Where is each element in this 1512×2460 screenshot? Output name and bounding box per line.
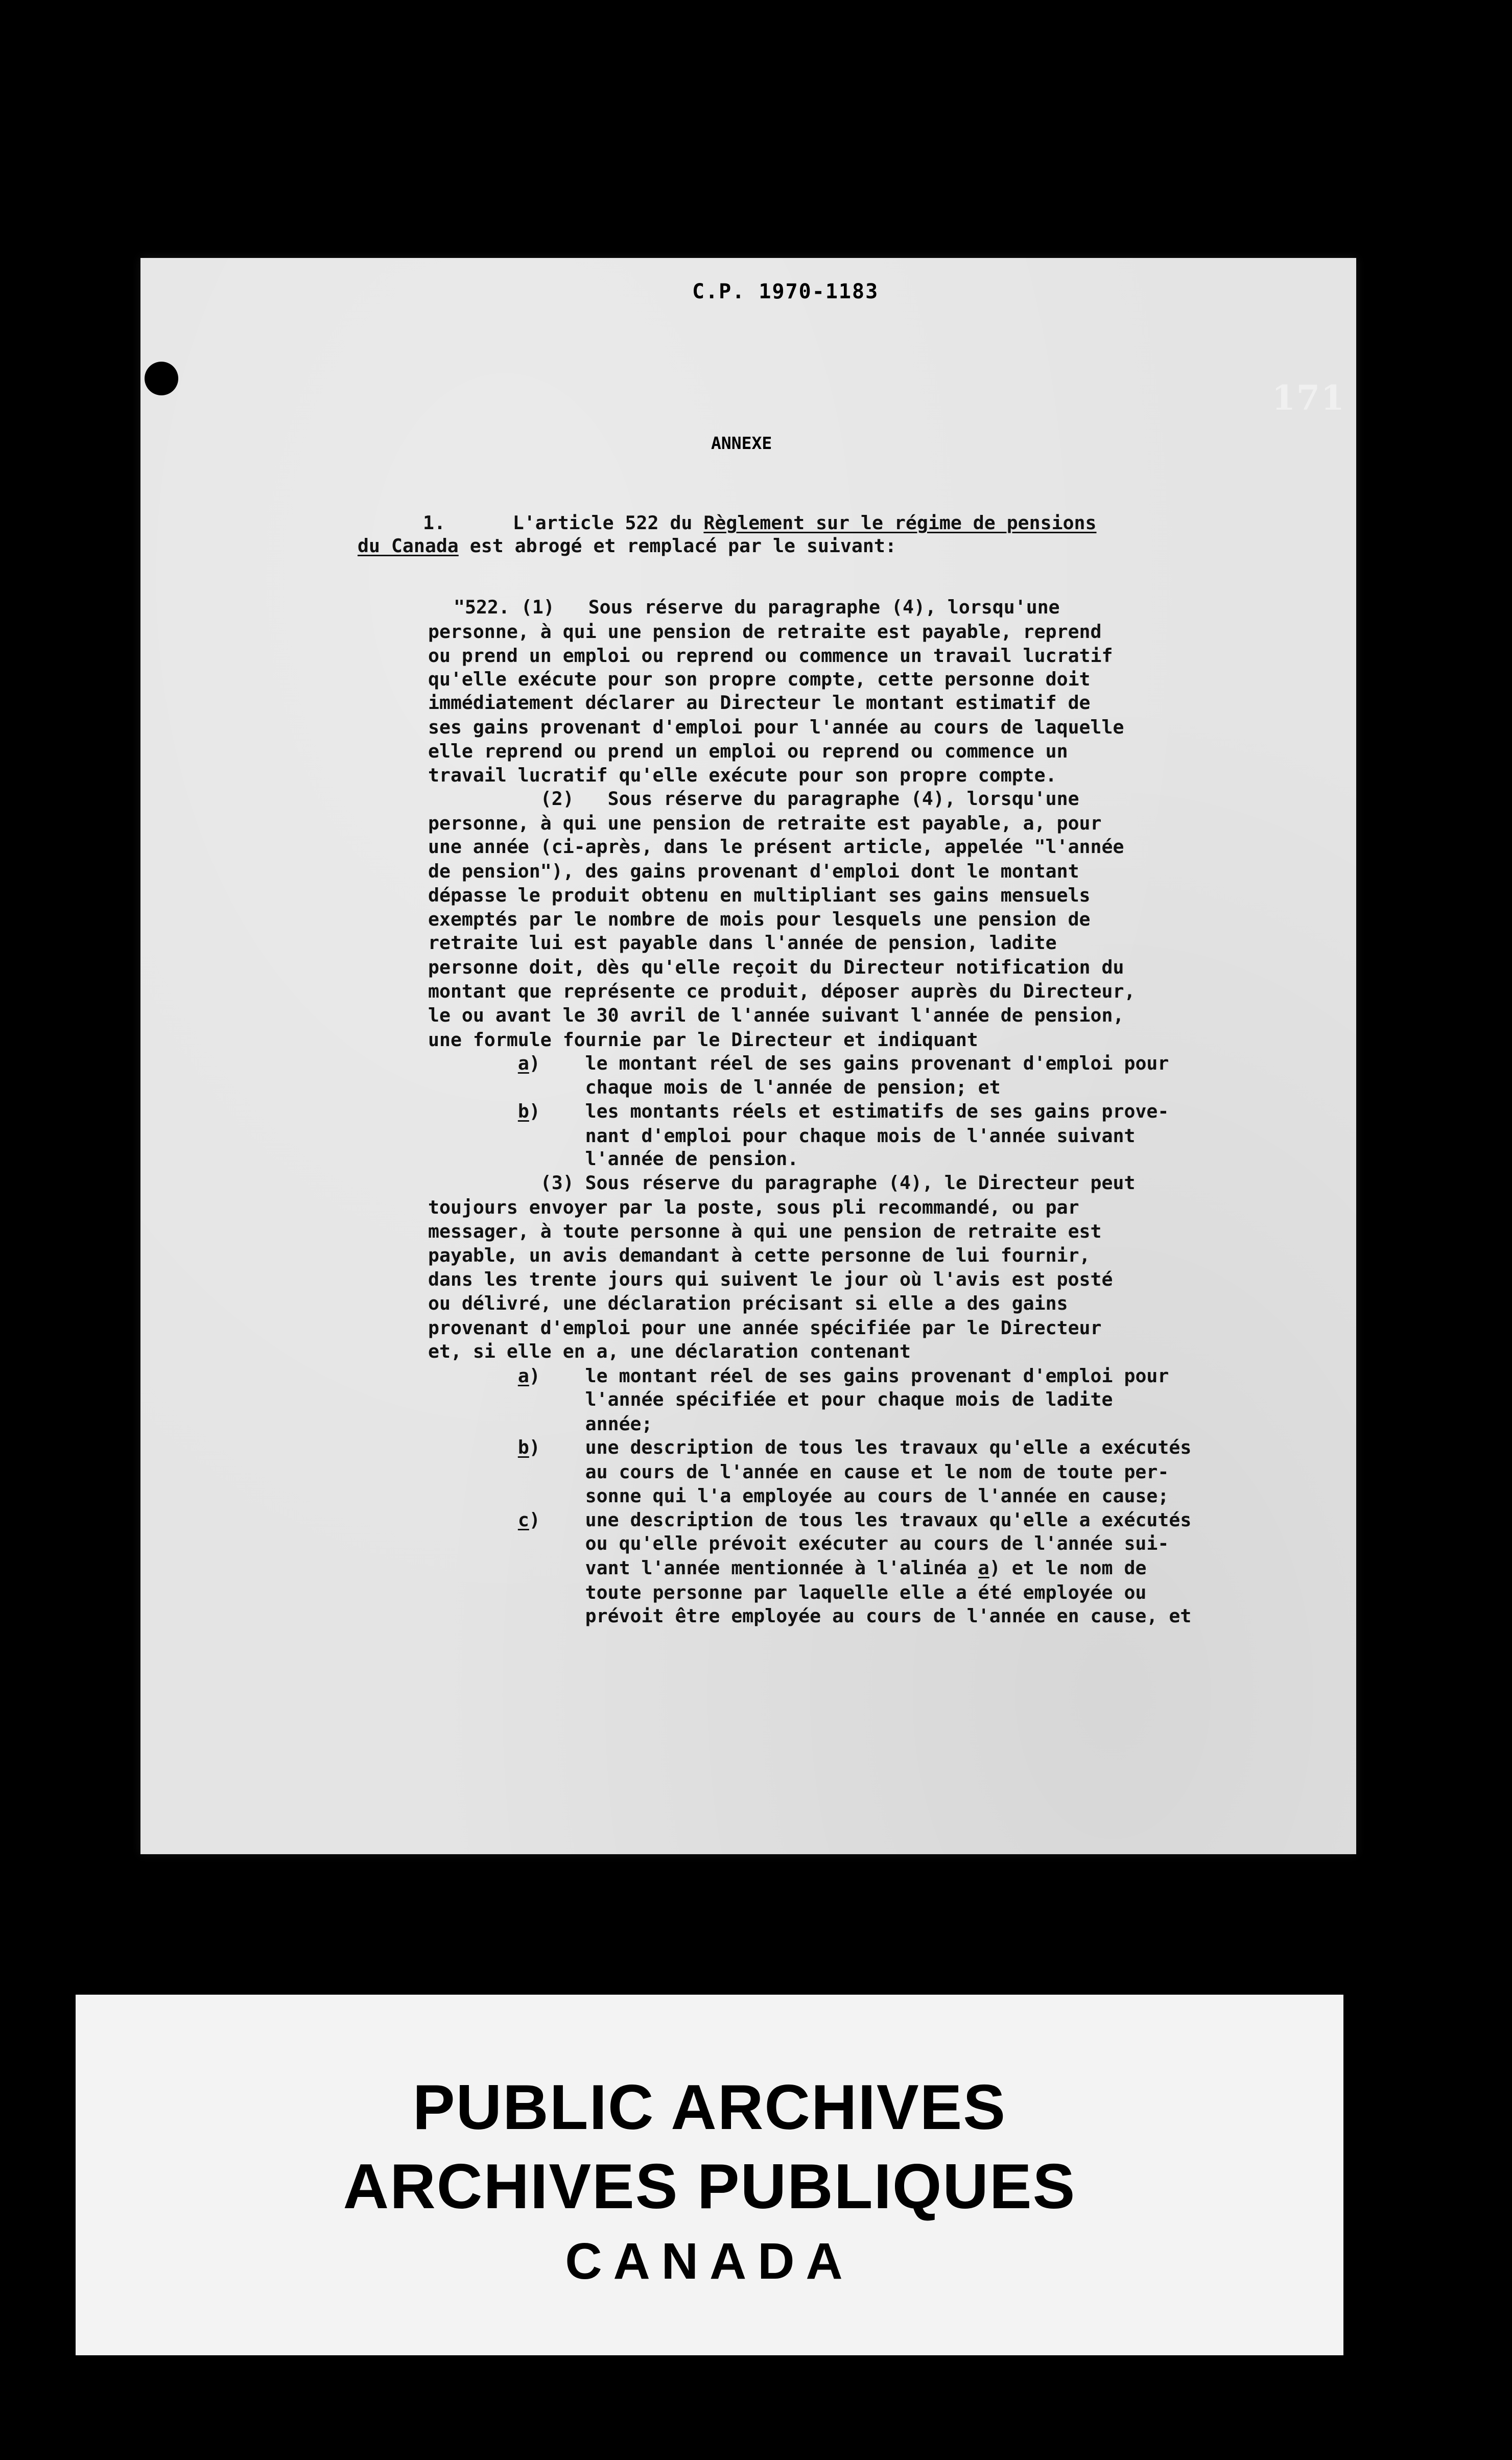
line-text-after: ) une description de tous les travaux qu'elle a exécutés [529, 1436, 1192, 1458]
line-text: ses gains provenant d'emploi pour l'année au cours de laquelle [428, 716, 1124, 738]
document-line [428, 739, 1068, 764]
document-line [428, 1339, 911, 1364]
document-line [428, 1435, 1191, 1460]
line-text: et, si elle en a, une déclaration contenant [428, 1340, 911, 1362]
document-line [428, 955, 1124, 980]
line-text: 1. L'article 522 du [423, 512, 704, 534]
document-line [428, 1051, 1169, 1076]
line-text: toujours envoyer par la poste, sous pli recommandé, ou par [428, 1196, 1079, 1218]
line-text: sonne qui l'a employée au cours de l'année en cause; [428, 1485, 1169, 1507]
line-text-after: ) une description de tous les travaux qu'elle a exécutés [529, 1509, 1192, 1531]
line-text-after: ) et le nom de [989, 1557, 1147, 1579]
document-line [428, 1124, 1135, 1148]
line-text: ou prend un emploi ou reprend ou commence un travail lucratif [428, 645, 1113, 667]
line-text-after: ) le montant réel de ses gains provenant d'emploi pour [529, 1052, 1169, 1074]
document-line [428, 811, 1102, 836]
document-line [428, 1508, 1191, 1532]
document-line [428, 907, 1091, 932]
line-text: ou qu'elle prévoit exécuter au cours de l'année sui- [428, 1532, 1169, 1554]
document-line [428, 1291, 1068, 1316]
underlined-text: b [517, 1436, 529, 1458]
document-line [428, 1387, 1113, 1412]
underlined-text: a [517, 1365, 529, 1387]
document-line [454, 595, 1060, 620]
document-line [428, 931, 1057, 955]
line-text: exemptés par le nombre de mois pour lesquels une pension de [428, 908, 1091, 930]
document-line [428, 1147, 798, 1171]
line-text: l'année spécifiée et pour chaque mois de ladite [428, 1388, 1113, 1410]
document-line [428, 1364, 1169, 1388]
line-text-after: ) le montant réel de ses gains provenant d'emploi pour [529, 1365, 1169, 1387]
line-text: dépasse le produit obtenu en multipliant ses gains mensuels [428, 884, 1091, 906]
line-text: immédiatement déclarer au Directeur le montant estimatif de [428, 692, 1091, 714]
line-text: payable, un avis demandant à cette personne de lui fournir, [428, 1244, 1091, 1266]
underlined-text: du Canada [358, 535, 459, 557]
line-text [428, 1509, 518, 1531]
document-line [428, 835, 1124, 859]
stamp-line-french: ARCHIVES PUBLIQUES [343, 2151, 1076, 2222]
punch-hole [145, 362, 178, 395]
document-line [428, 1484, 1169, 1508]
line-text: (2) Sous réserve du paragraphe (4), lorsqu'une [428, 788, 1079, 810]
line-text: chaque mois de l'année de pension; et [428, 1076, 1001, 1098]
line-text: toute personne par laquelle elle a été employée ou [428, 1581, 1147, 1603]
line-text: l'année de pension. [428, 1148, 799, 1170]
document-line [428, 691, 1091, 715]
document-line [428, 979, 1135, 1004]
document-title: ANNEXE [711, 433, 772, 453]
line-text [428, 1052, 518, 1074]
document-line [428, 1460, 1169, 1484]
line-text-after: est abrogé et remplacé par le suivant: [458, 535, 896, 557]
line-text: une année (ci-après, dans le présent article, appelée "l'année [428, 836, 1124, 858]
document-line [428, 644, 1113, 668]
document-line [428, 1028, 978, 1052]
document-line [428, 787, 1079, 811]
document-line [428, 763, 1057, 788]
document-line [428, 1171, 1135, 1195]
document-line [428, 1531, 1169, 1556]
document-line [428, 1075, 1001, 1100]
line-text: au cours de l'année en cause et le nom de toute per- [428, 1461, 1169, 1483]
line-text: personne, à qui une pension de retraite est payable, a, pour [428, 812, 1102, 834]
document-line [428, 859, 1079, 884]
underlined-text: Règlement sur le régime de pensions [703, 512, 1097, 534]
line-text: année; [428, 1413, 653, 1435]
document-line [428, 883, 1091, 908]
line-text: de pension"), des gains provenant d'emploi dont le montant [428, 860, 1079, 882]
document-line [428, 1219, 1102, 1244]
line-text: travail lucratif qu'elle exécute pour son propre compte. [428, 764, 1057, 786]
underlined-text: a [978, 1557, 989, 1579]
line-text: messager, à toute personne à qui une pension de retraite est [428, 1220, 1102, 1242]
underlined-text: b [517, 1100, 529, 1122]
line-text [428, 1436, 518, 1458]
document-line [428, 1580, 1146, 1605]
document-line [428, 1003, 1124, 1028]
underlined-text: c [517, 1509, 529, 1531]
document-line [428, 1099, 1169, 1124]
line-text: retraite lui est payable dans l'année de pension, ladite [428, 932, 1057, 954]
line-text: ou délivré, une déclaration précisant si elle a des gains [428, 1292, 1068, 1314]
line-text: nant d'emploi pour chaque mois de l'année suivant [428, 1125, 1136, 1147]
line-text [428, 1365, 518, 1387]
underlined-text: a [517, 1052, 529, 1074]
document-line [428, 667, 1091, 692]
order-in-council-reference: C.P. 1970-1183 [692, 280, 879, 303]
document-line [428, 1243, 1091, 1268]
line-text-after: ) les montants réels et estimatifs de ses gains prove- [529, 1100, 1169, 1122]
folio-number: 171 [1272, 378, 1345, 418]
document-line [428, 1316, 1102, 1340]
document-line [428, 715, 1124, 740]
line-text: le ou avant le 30 avril de l'année suivant l'année de pension, [428, 1004, 1124, 1026]
stamp-line-english: PUBLIC ARCHIVES [412, 2072, 1007, 2143]
line-text: prévoit être employée au cours de l'année en cause, et [428, 1605, 1192, 1627]
line-text: dans les trente jours qui suivent le jour où l'avis est posté [428, 1268, 1113, 1290]
line-text: montant que représente ce produit, déposer auprès du Directeur, [428, 980, 1136, 1002]
line-text: provenant d'emploi pour une année spécifiée par le Directeur [428, 1317, 1102, 1339]
line-text: "522. (1) Sous réserve du paragraphe (4), lorsqu'une [454, 596, 1060, 618]
line-text: qu'elle exécute pour son propre compte, cette personne doit [428, 668, 1091, 690]
document-line [428, 1556, 1146, 1580]
line-text: (3) Sous réserve du paragraphe (4), le Directeur peut [428, 1172, 1136, 1194]
document-line [428, 1267, 1113, 1292]
line-text: une formule fournie par le Directeur et indiquant [428, 1029, 978, 1051]
document-line [358, 534, 896, 558]
archives-stamp [76, 1995, 1343, 2355]
line-text: vant l'année mentionnée à l'alinéa [428, 1557, 978, 1579]
line-text: personne, à qui une pension de retraite est payable, reprend [428, 621, 1102, 643]
document-line [428, 1604, 1191, 1628]
line-text: elle reprend ou prend un emploi ou reprend ou commence un [428, 740, 1068, 762]
document-line [428, 620, 1102, 644]
document-line [428, 1195, 1079, 1220]
line-text [428, 1100, 518, 1122]
document-line [428, 1412, 653, 1436]
line-text: personne doit, dès qu'elle reçoit du Directeur notification du [428, 956, 1124, 978]
document-line [423, 511, 1097, 535]
stamp-line-country: CANADA [565, 2233, 854, 2290]
